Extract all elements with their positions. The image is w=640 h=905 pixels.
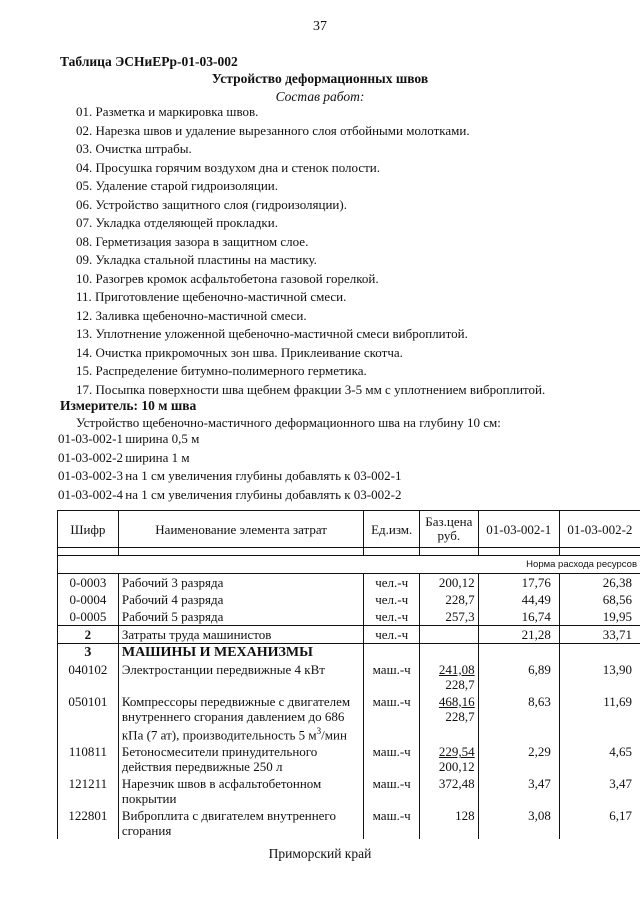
row-name: Рабочий 5 разряда	[118, 608, 364, 626]
row-price: 257,3	[419, 608, 478, 626]
row-name: Нарезчик швов в асфальтобетонном покрытии	[118, 775, 364, 807]
row-unit: маш.-ч	[364, 743, 420, 775]
row-unit: чел.-ч	[364, 626, 420, 644]
measure-unit: Измеритель: 10 м шва	[60, 398, 197, 413]
work-item: 15. Распределение битумно-полимерного герметика.	[76, 363, 367, 378]
code-item	[58, 467, 401, 486]
row-unit: маш.-ч	[364, 693, 420, 743]
row-price: 228,7	[419, 591, 478, 608]
row-code: 0-0005	[58, 608, 119, 626]
header-unit: Ед.изм.	[364, 511, 420, 548]
code-id: 01-03-002-1	[58, 431, 123, 446]
code-item	[58, 449, 401, 468]
work-item: 10. Разогрев кромок асфальтобетона газовой горелкой.	[76, 270, 379, 286]
row-value-2: 68,56	[559, 591, 640, 608]
code-id: 01-03-002-2	[58, 449, 123, 465]
section-code: 3	[58, 644, 119, 662]
work-item: 03. Очистка штрабы.	[76, 141, 192, 156]
row-value-1: 6,89	[478, 661, 559, 693]
row-value-2: 26,38	[559, 574, 640, 592]
code-item	[58, 486, 401, 505]
row-price	[419, 626, 478, 644]
header-code: Шифр	[58, 511, 119, 548]
row-value-2: 13,90	[559, 661, 640, 693]
work-description: Устройство щебеночно-мастичного деформационного шва на глубину 10 см:	[76, 415, 501, 430]
price-base: 228,7	[445, 677, 475, 692]
page-footer: Приморский край	[268, 846, 372, 861]
row-code: 0-0004	[58, 591, 119, 608]
code-text: ширина 1 м	[125, 449, 190, 465]
row-name: Рабочий 4 разряда	[118, 591, 364, 608]
row-unit: чел.-ч	[364, 608, 420, 626]
row-value-1: 44,49	[478, 591, 559, 608]
code-id: 01-03-002-3	[58, 468, 123, 483]
section-title: Устройство деформационных швов	[211, 71, 429, 86]
row-value-2: 6,17	[559, 807, 640, 839]
work-list	[76, 103, 545, 399]
work-item: 12. Заливка щебеночно-мастичной смеси.	[76, 307, 307, 323]
row-code: 122801	[58, 807, 119, 839]
row-value-2: 33,71	[559, 626, 640, 644]
row-price	[419, 693, 478, 743]
code-text: на 1 см увеличения глубины добавлять к 03-002-2	[125, 486, 402, 502]
header-col1: 01-03-002-1	[478, 511, 559, 548]
row-value-1: 8,63	[478, 693, 559, 743]
work-item: 13. Уплотнение уложенной щебеночно-мастичной смеси виброплитой.	[76, 326, 468, 341]
row-value-2: 4,65	[559, 743, 640, 775]
row-name-suffix: /мин	[321, 727, 347, 743]
row-name: Рабочий 3 разряда	[118, 574, 364, 592]
row-unit: чел.-ч	[364, 574, 420, 592]
works-heading: Состав работ:	[275, 89, 365, 104]
work-item: 01. Разметка и маркировка швов.	[76, 104, 259, 119]
table-row	[58, 661, 640, 693]
table-row	[58, 743, 640, 775]
row-value-2: 3,47	[559, 775, 640, 807]
resource-table	[57, 510, 640, 839]
header-price: Баз.цена руб.	[419, 511, 478, 548]
row-name: Затраты труда машинистов	[118, 626, 364, 644]
price-current: 229,54	[438, 744, 475, 760]
work-item: 08. Герметизация зазора в защитном слое.	[76, 233, 309, 249]
page-number: 37	[313, 19, 327, 34]
row-value-2: 11,69	[559, 693, 640, 743]
code-list	[58, 430, 401, 504]
row-code: 050101	[58, 693, 119, 743]
table-row	[58, 693, 640, 743]
row-price: 128	[419, 807, 478, 839]
header-name: Наименование элемента затрат	[118, 511, 364, 548]
row-code: 121211	[58, 775, 119, 807]
row-unit: чел.-ч	[364, 591, 420, 608]
price-base: 200,12	[438, 759, 475, 775]
table-row	[58, 807, 640, 839]
norm-label-row	[58, 556, 640, 574]
work-item: 04. Просушка горячим воздухом дна и стенок полости.	[76, 159, 381, 175]
row-code: 110811	[58, 743, 119, 775]
work-item: 05. Удаление старой гидроизоляции.	[76, 178, 278, 193]
work-item: 17. Посыпка поверхности шва щебнем фракции 3-5 мм с уплотнением виброплитой.	[76, 381, 546, 397]
row-price	[419, 661, 478, 693]
row-name: Виброплита с двигателем внутреннего сгорания	[118, 807, 364, 839]
row-code: 040102	[58, 661, 119, 693]
section-row	[58, 644, 640, 662]
row-value-1: 21,28	[478, 626, 559, 644]
table-spacer-row	[58, 548, 640, 556]
row-price: 200,12	[419, 574, 478, 592]
table-row	[58, 775, 640, 807]
row-price	[419, 743, 478, 775]
superscript: 3	[316, 726, 322, 736]
row-code: 0-0003	[58, 574, 119, 592]
code-text: на 1 см увеличения глубины добавлять к 03-002-1	[125, 468, 402, 483]
work-item: 06. Устройство защитного слоя (гидроизоляции).	[76, 196, 347, 212]
machinist-row	[58, 626, 640, 644]
code-text: ширина 0,5 м	[125, 431, 200, 446]
table-row	[58, 574, 640, 592]
row-value-1: 3,47	[478, 775, 559, 807]
work-item: 07. Укладка отделяющей прокладки.	[76, 215, 278, 230]
work-item: 02. Нарезка швов и удаление вырезанного слоя отбойными молотками.	[76, 122, 470, 138]
row-value-1: 16,74	[478, 608, 559, 626]
row-unit: маш.-ч	[364, 661, 420, 693]
table-row	[58, 608, 640, 626]
row-value-1: 3,08	[478, 807, 559, 839]
table-code: Таблица ЭСНиЕРр-01-03-002	[60, 54, 238, 69]
row-value-2: 19,95	[559, 608, 640, 626]
norm-label: Норма расхода ресурсов	[58, 556, 640, 574]
row-name-text: Компрессоры передвижные с двигателем внутреннего сгорания давлением до 686 кПа (7 ат), производительность 5 м	[121, 694, 351, 743]
row-code: 2	[58, 626, 119, 644]
header-col2: 01-03-002-2	[559, 511, 640, 548]
row-unit: маш.-ч	[364, 775, 420, 807]
row-name	[118, 693, 364, 743]
code-item	[58, 430, 401, 449]
price-base: 228,7	[445, 709, 475, 724]
row-name: Бетоносмесители принудительного действия передвижные 250 л	[118, 743, 364, 775]
row-unit: маш.-ч	[364, 807, 420, 839]
section-name: МАШИНЫ И МЕХАНИЗМЫ	[118, 644, 364, 662]
row-price: 372,48	[419, 775, 478, 807]
price-current: 241,08	[438, 662, 475, 677]
code-id: 01-03-002-4	[58, 486, 123, 502]
work-item: 14. Очистка прикромочных зон шва. Приклеивание скотча.	[76, 344, 403, 360]
work-item: 09. Укладка стальной пластины на мастику.	[76, 252, 317, 267]
work-item: 11. Приготовление щебеночно-мастичной смеси.	[76, 289, 347, 304]
row-value-1: 17,76	[478, 574, 559, 592]
price-current: 468,16	[438, 694, 475, 709]
row-name: Электростанции передвижные 4 кВт	[118, 661, 364, 693]
table-row	[58, 591, 640, 608]
row-value-1: 2,29	[478, 743, 559, 775]
